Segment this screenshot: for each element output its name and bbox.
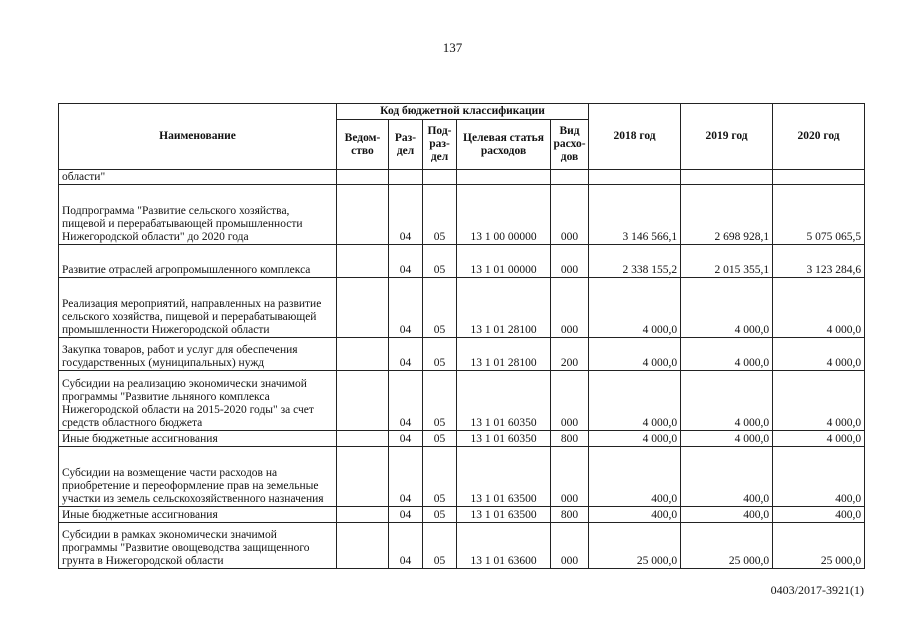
table-cell-name: Закупка товаров, работ и услуг для обеспечения государственных (муниципальных) нужд [59,338,337,371]
table-cell-2018: 2 338 155,2 [589,245,681,278]
table-cell-2019 [681,170,773,185]
budget-table [58,103,865,569]
table-cell-razdel: 04 [389,278,423,338]
table-cell-2019: 4 000,0 [681,371,773,431]
table-cell-vid: 000 [551,185,589,245]
table-row [59,447,865,507]
table-cell-2020: 4 000,0 [773,431,865,447]
header-tselevaya: Целевая статья расходов [457,120,551,170]
table-cell-podrazdel: 05 [423,338,457,371]
table-cell-vedomstvo [337,447,389,507]
table-cell-tselevaya: 13 1 01 60350 [457,431,551,447]
table-cell-razdel: 04 [389,523,423,569]
table-cell-2018: 400,0 [589,447,681,507]
table-cell-podrazdel: 05 [423,431,457,447]
table-cell-vedomstvo [337,431,389,447]
table-cell-podrazdel: 05 [423,278,457,338]
table-row [59,185,865,245]
table-cell-2018: 4 000,0 [589,431,681,447]
table-cell-podrazdel: 05 [423,447,457,507]
table-cell-name: Развитие отраслей агропромышленного комплекса [59,245,337,278]
header-2018: 2018 год [589,104,681,170]
header-code-group: Код бюджетной классификации [337,104,589,120]
table-cell-name: Подпрограмма "Развитие сельского хозяйства, пищевой и перерабатывающей промышленности Нижегородской области" до 2020 года [59,185,337,245]
table-cell-vid: 000 [551,523,589,569]
table-row [59,431,865,447]
table-cell-vedomstvo [337,278,389,338]
table-row [59,507,865,523]
header-2019: 2019 год [681,104,773,170]
table-cell-2020: 400,0 [773,507,865,523]
table-row [59,338,865,371]
table-cell-name: Субсидии на реализацию экономически значимой программы "Развитие льняного комплекса Нижегородской области на 2015-2020 годы" за счет средств областного бюджета [59,371,337,431]
table-cell-razdel: 04 [389,447,423,507]
table-cell-vid: 000 [551,245,589,278]
table-cell-name: области" [59,170,337,185]
table-cell-2020: 400,0 [773,447,865,507]
table-row [59,245,865,278]
table-cell-name: Иные бюджетные ассигнования [59,431,337,447]
table-cell-2018 [589,170,681,185]
table-cell-name: Субсидии в рамках экономически значимой программы "Развитие овощеводства защищенного грунта в Нижегородской области [59,523,337,569]
header-name: Наименование [59,104,337,170]
table-cell-2020 [773,170,865,185]
table-cell-tselevaya: 13 1 01 60350 [457,371,551,431]
table-cell-2018: 3 146 566,1 [589,185,681,245]
table-cell-2018: 4 000,0 [589,278,681,338]
table-cell-tselevaya: 13 1 01 28100 [457,338,551,371]
table-cell-vedomstvo [337,338,389,371]
table-cell-tselevaya: 13 1 01 63500 [457,507,551,523]
table-cell-2019: 25 000,0 [681,523,773,569]
header-vid: Вид расхо-дов [551,120,589,170]
table-cell-2020: 4 000,0 [773,278,865,338]
table-cell-name: Иные бюджетные ассигнования [59,507,337,523]
table-cell-2020: 4 000,0 [773,338,865,371]
table-cell-vedomstvo [337,523,389,569]
table-cell-vid: 000 [551,447,589,507]
table-cell-podrazdel [423,170,457,185]
table-cell-vid [551,170,589,185]
table-cell-tselevaya: 13 1 01 63500 [457,447,551,507]
table-cell-2020: 4 000,0 [773,371,865,431]
table-cell-2019: 2 698 928,1 [681,185,773,245]
table-cell-razdel: 04 [389,371,423,431]
table-cell-2019: 400,0 [681,447,773,507]
table-cell-vid: 200 [551,338,589,371]
table-cell-razdel: 04 [389,185,423,245]
table-row [59,278,865,338]
table-cell-vid: 800 [551,431,589,447]
table-cell-tselevaya: 13 1 01 00000 [457,245,551,278]
table-cell-2018: 4 000,0 [589,338,681,371]
table-cell-2018: 25 000,0 [589,523,681,569]
header-2020: 2020 год [773,104,865,170]
table-cell-2018: 4 000,0 [589,371,681,431]
table-cell-tselevaya: 13 1 01 28100 [457,278,551,338]
table-row [59,170,865,185]
document-number: 0403/2017-3921(1) [770,583,864,597]
table-cell-2019: 4 000,0 [681,431,773,447]
table-cell-2018: 400,0 [589,507,681,523]
table-cell-2020: 3 123 284,6 [773,245,865,278]
header-podrazdel: Под-раз-дел [423,120,457,170]
table-cell-vid: 800 [551,507,589,523]
page-number: 137 [442,40,463,55]
table-cell-tselevaya [457,170,551,185]
table-cell-vedomstvo [337,245,389,278]
table-header [59,104,865,170]
table-cell-razdel: 04 [389,507,423,523]
header-razdel: Раз-дел [389,120,423,170]
table-cell-vedomstvo [337,170,389,185]
table-cell-vid: 000 [551,278,589,338]
table-cell-2019: 4 000,0 [681,338,773,371]
table-cell-podrazdel: 05 [423,245,457,278]
table-cell-vedomstvo [337,185,389,245]
table-cell-podrazdel: 05 [423,507,457,523]
table-cell-2019: 4 000,0 [681,278,773,338]
table-cell-podrazdel: 05 [423,523,457,569]
table-cell-vedomstvo [337,371,389,431]
table-cell-vedomstvo [337,507,389,523]
table-row [59,371,865,431]
table-cell-tselevaya: 13 1 00 00000 [457,185,551,245]
table-cell-podrazdel: 05 [423,185,457,245]
table-cell-2020: 25 000,0 [773,523,865,569]
table-cell-name: Субсидии на возмещение части расходов на приобретение и переоформление прав на земельные участки из земель сельскохозяйственного назначения [59,447,337,507]
table-cell-2019: 2 015 355,1 [681,245,773,278]
header-vedomstvo: Ведом-ство [337,120,389,170]
table-cell-razdel: 04 [389,431,423,447]
table-cell-2020: 5 075 065,5 [773,185,865,245]
table-cell-vid: 000 [551,371,589,431]
table-row [59,523,865,569]
table-cell-2019: 400,0 [681,507,773,523]
table-cell-name: Реализация мероприятий, направленных на развитие сельского хозяйства, пищевой и перерабатывающей промышленности Нижегородской области [59,278,337,338]
table-cell-podrazdel: 05 [423,371,457,431]
table-cell-razdel: 04 [389,245,423,278]
table-body [59,170,865,569]
table-cell-razdel [389,170,423,185]
table-cell-tselevaya: 13 1 01 63600 [457,523,551,569]
table-cell-razdel: 04 [389,338,423,371]
